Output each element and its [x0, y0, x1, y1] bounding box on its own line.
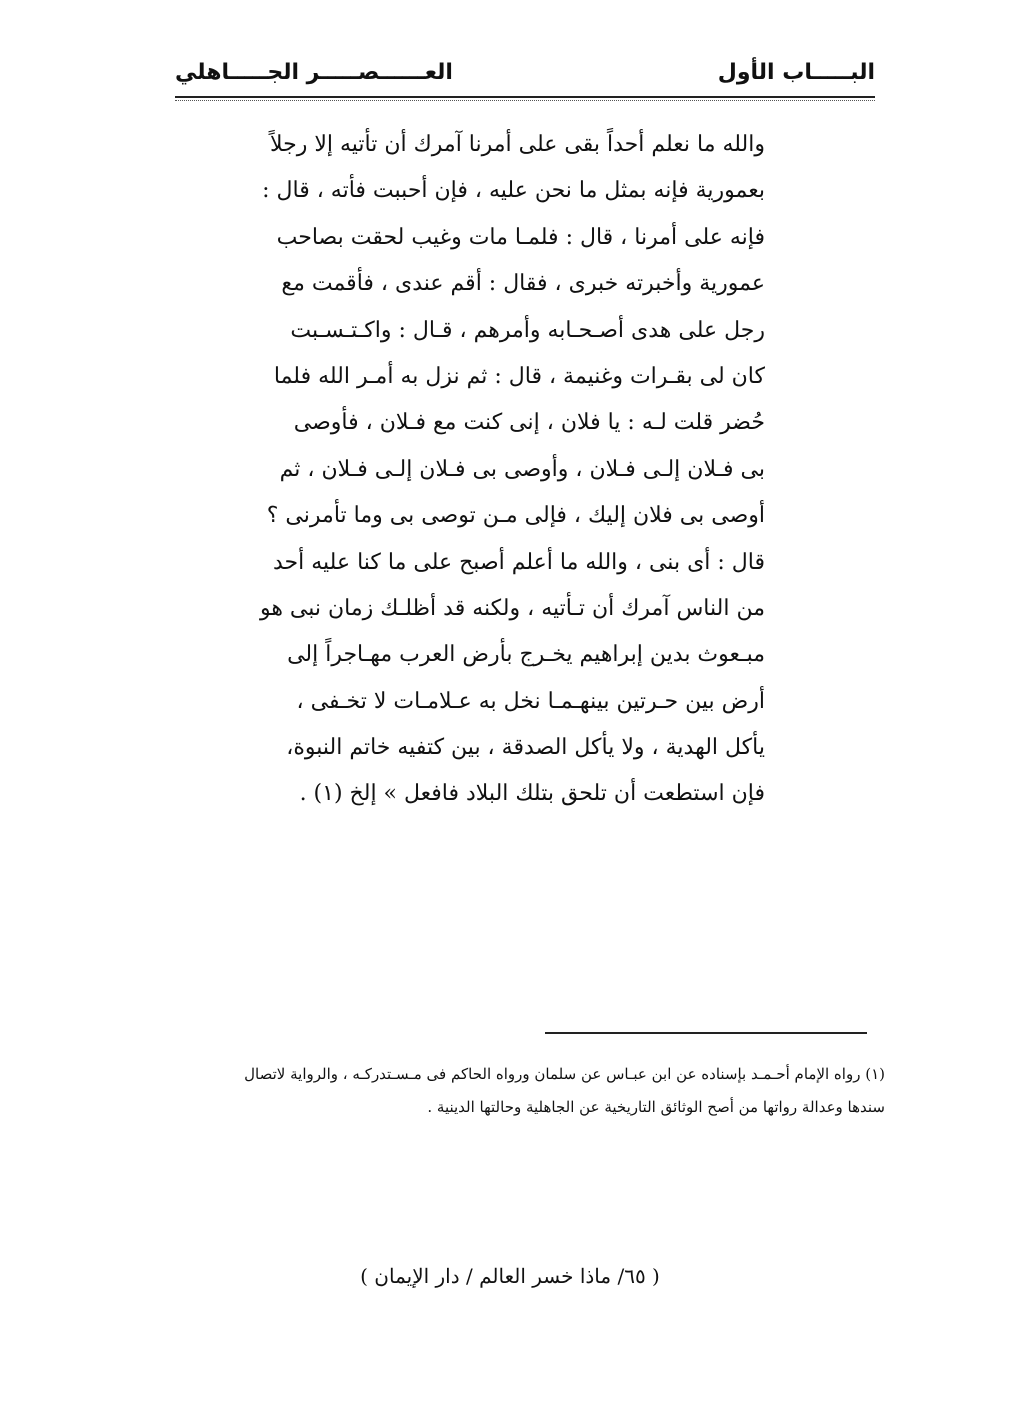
text-line: من الناس آمرك أن تـأتيه ، ولكنه قد أظلـك زمان نبى هو — [259, 595, 765, 621]
text-line: فإنه على أمرنا ، قال : فلمـا مات وغيب لحقت بصاحب — [276, 224, 765, 250]
text-line: يأكل الهدية ، ولا يأكل الصدقة ، بين كتفيه خاتم النبوة، — [286, 735, 765, 761]
text-line: فإن استطعت أن تلحق بتلك البلاد فافعل » إلخ (١) . — [299, 781, 765, 807]
text-line: حُضر قلت لـه : يا فلان ، إنى كنت مع فـلان ، فأوصى — [293, 410, 765, 436]
text-line: كان لى بقـرات وغنيمة ، قال : ثم نزل به أمـر الله فلما — [273, 363, 765, 389]
text-line: مبـعوث بدين إبراهيم يخـرج بأرض العرب مهـاجراً إلى — [287, 642, 765, 668]
text-line: رجل على هدى أصـحـابه وأمرهم ، قـال : واكـتـسـبت — [290, 317, 765, 343]
text-line: بى فـلان إلـى فـلان ، وأوصى بى فـلان إلـى فـلان ، ثم — [279, 456, 765, 482]
section-title: العــــــصـــــر الجـــــاهلي — [175, 60, 453, 85]
main-text — [250, 122, 765, 818]
text-line: عمورية وأخبرته خبرى ، فقال : أقم عندى ، فأقمت مع — [281, 271, 765, 297]
text-line: أوصى بى فلان إليك ، فإلى مـن توصى بى وما تأمرنى ؟ — [266, 503, 765, 529]
text-line: والله ما نعلم أحداً بقى على أمرنا آمرك أن تأتيه إلا رجلاً — [270, 132, 765, 157]
footnote-separator — [545, 1032, 867, 1034]
header-rule-dotted — [175, 100, 875, 101]
text-line: أرض بين حـرتين بينهـمـا نخل به عـلامـات لا تخـفى ، — [296, 688, 765, 714]
chapter-title: البـــــاب الأول — [717, 60, 875, 85]
footnote-line: سندها وعدالة رواتها من أصح الوثائق التاريخية عن الجاهلية وحالتها الدينية . — [427, 1098, 885, 1116]
running-header — [175, 56, 875, 96]
footnotes — [140, 1058, 885, 1124]
footnote-line: (١) رواه الإمام أحـمـد بإسناده عن ابن عبـاس عن سلمان ورواه الحاكم فى مـسـتدركـه ، والرواية لاتصال — [244, 1065, 885, 1083]
page-footer: ( ٦٥/ ماذا خسر العالم / دار الإيمان ) — [360, 1264, 660, 1288]
text-line: بعمورية فإنه بمثل ما نحن عليه ، فإن أحببت فأته ، قال : — [262, 178, 765, 204]
header-rule — [175, 96, 875, 98]
text-line: قال : أى بنى ، والله ما أعلم أصبح على ما كنا عليه أحد — [272, 549, 765, 575]
